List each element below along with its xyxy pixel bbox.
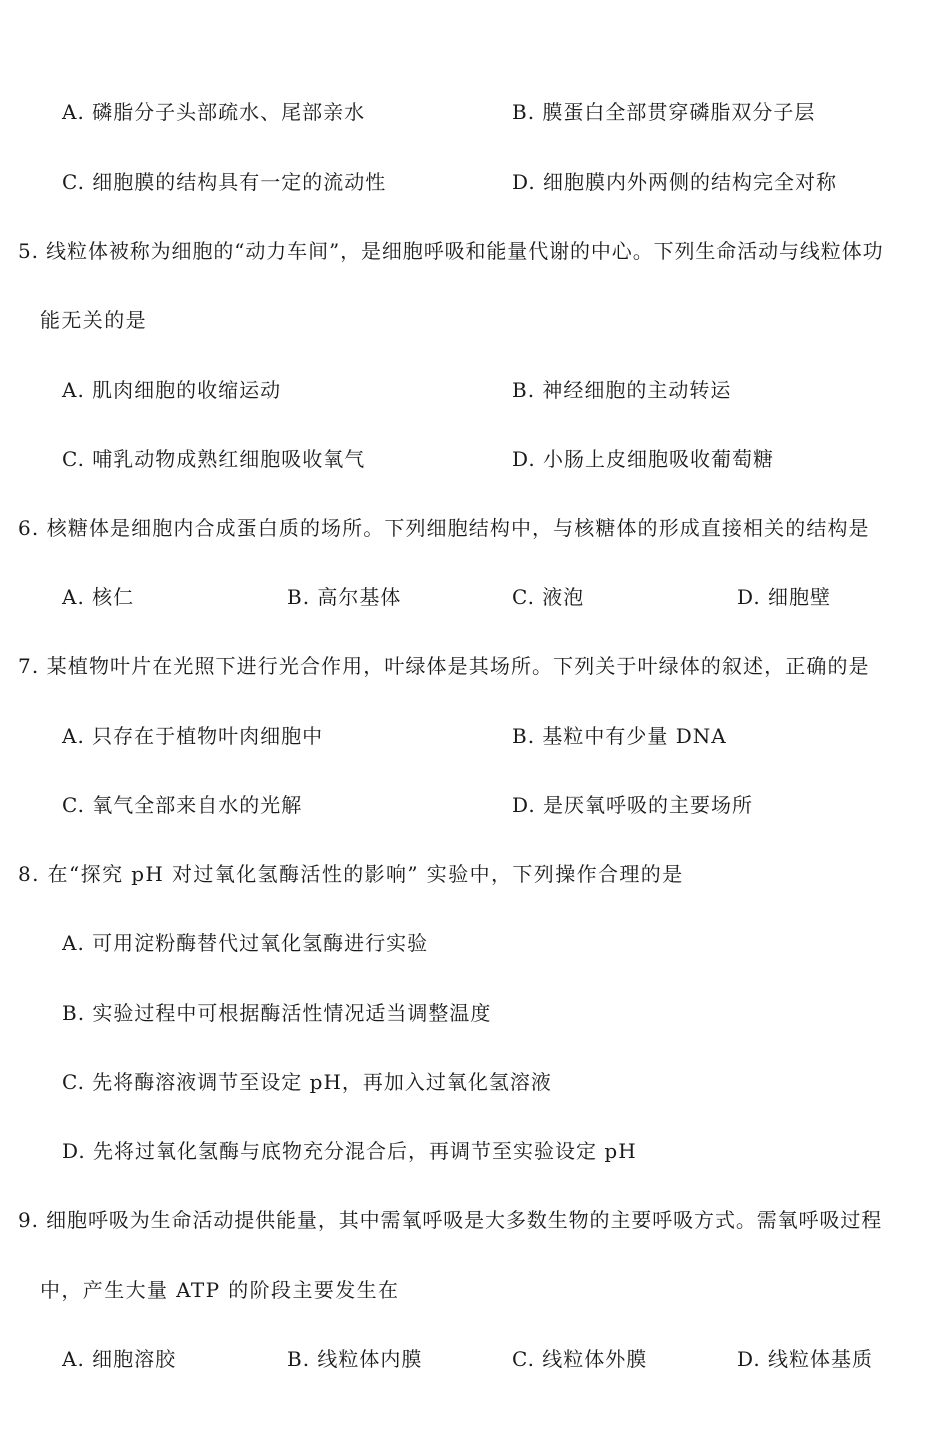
q6-option-d: D. 细胞壁: [737, 585, 832, 609]
q5-option-a: A. 肌肉细胞的收缩运动: [62, 378, 282, 402]
q9-option-d: D. 线粒体基质: [737, 1347, 874, 1371]
q5-option-d: D. 小肠上皮细胞吸收葡萄糖: [512, 447, 775, 471]
q7-option-a: A. 只存在于植物叶肉细胞中: [62, 724, 324, 748]
q7-stem: 7. 某植物叶片在光照下进行光合作用，叶绿体是其场所。下列关于叶绿体的叙述，正确的是: [18, 654, 870, 678]
q8-stem: 8. 在“探究 pH 对过氧化氢酶活性的影响” 实验中，下列操作合理的是: [18, 862, 684, 886]
q5-stem-line1: 5. 线粒体被称为细胞的“动力车间”，是细胞呼吸和能量代谢的中心。下列生命活动与线粒体功: [18, 239, 884, 263]
q8-option-b: B. 实验过程中可根据酶活性情况适当调整温度: [62, 1001, 492, 1025]
q6-option-b: B. 高尔基体: [287, 585, 402, 609]
q5-option-c: C. 哺乳动物成熟红细胞吸收氧气: [62, 447, 366, 471]
q6-option-a: A. 核仁: [62, 585, 135, 609]
q7-option-d: D. 是厌氧呼吸的主要场所: [512, 793, 754, 817]
q8-option-d: D. 先将过氧化氢酶与底物充分混合后，再调节至实验设定 pH: [62, 1139, 637, 1163]
q6-option-c: C. 液泡: [512, 585, 585, 609]
q4-option-d: D. 细胞膜内外两侧的结构完全对称: [512, 170, 838, 194]
q5-stem-line2: 能无关的是: [40, 308, 147, 332]
q7-option-b: B. 基粒中有少量 DNA: [512, 724, 727, 748]
q4-option-b: B. 膜蛋白全部贯穿磷脂双分子层: [512, 100, 816, 124]
q5-option-b: B. 神经细胞的主动转运: [512, 378, 732, 402]
q7-option-c: C. 氧气全部来自水的光解: [62, 793, 303, 817]
q4-option-c: C. 细胞膜的结构具有一定的流动性: [62, 170, 387, 194]
q9-stem-line1: 9. 细胞呼吸为生命活动提供能量，其中需氧呼吸是大多数生物的主要呼吸方式。需氧呼吸过程: [18, 1208, 883, 1232]
q9-option-a: A. 细胞溶胶: [62, 1347, 177, 1371]
q9-option-b: B. 线粒体内膜: [287, 1347, 423, 1371]
q9-stem-line2: 中，产生大量 ATP 的阶段主要发生在: [40, 1278, 400, 1302]
q9-option-c: C. 线粒体外膜: [512, 1347, 648, 1371]
q4-option-a: A. 磷脂分子头部疏水、尾部亲水: [62, 100, 366, 124]
q8-option-a: A. 可用淀粉酶替代过氧化氢酶进行实验: [62, 931, 429, 955]
q6-stem: 6. 核糖体是细胞内合成蛋白质的场所。下列细胞结构中，与核糖体的形成直接相关的结构是: [18, 516, 870, 540]
q8-option-c: C. 先将酶溶液调节至设定 pH，再加入过氧化氢溶液: [62, 1070, 552, 1094]
